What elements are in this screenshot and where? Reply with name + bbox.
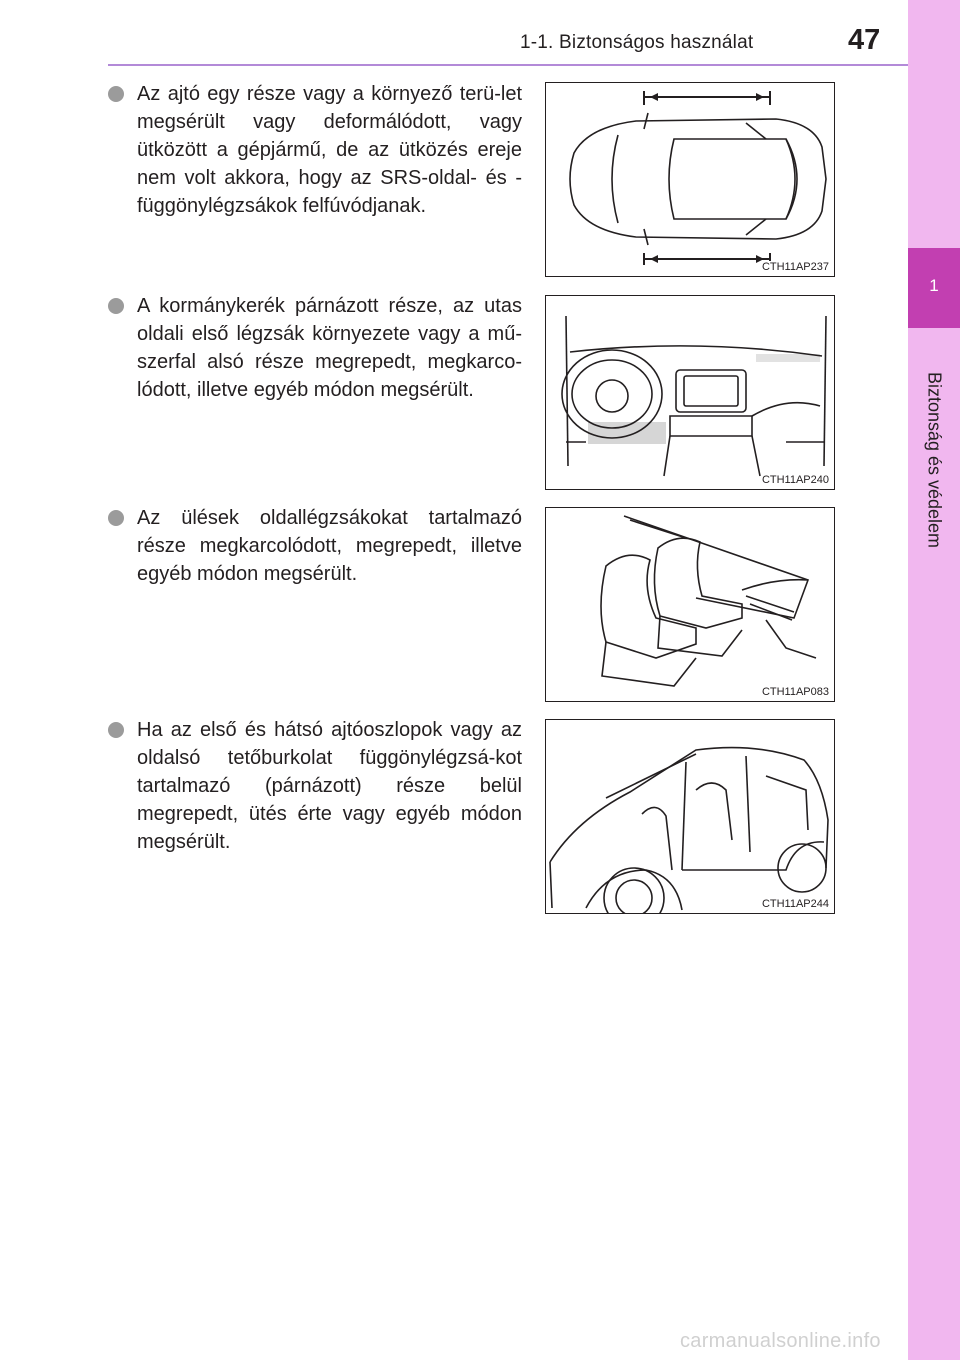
list-item (108, 716, 522, 856)
dashboard-illustration (546, 296, 834, 489)
figure-code: CTH11AP244 (761, 898, 829, 910)
seats-illustration (546, 508, 834, 701)
page-number: 47 (848, 24, 881, 56)
bullet-icon (108, 298, 124, 314)
bullet-icon (108, 86, 124, 102)
header-divider (108, 64, 908, 66)
car-side-interior-illustration (546, 720, 834, 913)
bullet-icon (108, 722, 124, 738)
chapter-number-box: 1 (908, 248, 960, 328)
figure-dashboard-view (545, 295, 835, 490)
item-text: A kormánykerék párnázott része, az utas oldali első légzsák környezete vagy a mű-szerfal alsó része megrepedt, megkarco-lódott, illetve egyéb módon megsérült. (137, 295, 522, 401)
item-text: Az ülések oldallégzsákokat tartalmazó része megkarcolódott, megrepedt, illetve egyéb módon megsérült. (137, 507, 522, 585)
car-top-view-illustration (546, 83, 834, 276)
figure-code: CTH11AP240 (761, 474, 829, 486)
figure-side-interior-view (545, 719, 835, 914)
section-title: 1-1. Biztonságos használat (520, 32, 754, 53)
bullet-icon (108, 510, 124, 526)
list-item (108, 504, 522, 588)
list-item (108, 80, 522, 220)
list-item (108, 292, 522, 404)
figure-seats-view (545, 507, 835, 702)
item-text: Ha az első és hátsó ajtóoszlopok vagy az oldalsó tetőburkolat függönylégzsá-kot tartalmazó (párnázott) része belül megrepedt, ütés érte vagy egyéb módon megsérült. (137, 719, 522, 853)
chapter-title: Biztonság és védelem (924, 371, 945, 549)
figure-code: CTH11AP083 (761, 686, 829, 698)
figure-code: CTH11AP237 (761, 261, 829, 273)
watermark: carmanualsonline.info (680, 1330, 881, 1352)
chapter-sidetab (908, 0, 960, 1360)
figure-car-top-view (545, 82, 835, 277)
item-text: Az ajtó egy része vagy a környező terü-let megsérült vagy deformálódott, vagy ütközött a gépjármű, de az ütközés ereje nem volt akkora, hogy az SRS-oldal- és -függönylégzsákok felfúvódjanak. (137, 83, 522, 217)
